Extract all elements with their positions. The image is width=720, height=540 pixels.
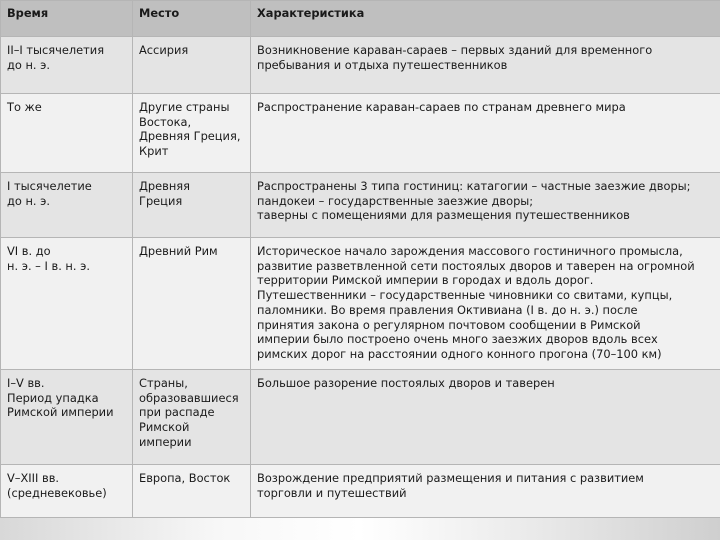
table-row	[1, 94, 720, 173]
cell-place: Европа, Восток	[133, 465, 251, 518]
cell-description: Историческое начало зарождения массового гостиничного промысла, развитие разветвленной сети постоялых дворов и таверен на огромной территории Римской империи в городах и вдоль дорог. Путешественники – государственные чиновники со свитами, купцы, паломники. Во время правления Октивиана (I в. до н. э.) после принятия закона о регулярном почтовом сообщении в Римской империи было построено очень много заезжих дворов вдоль всех римских дорог на расстоянии одного конного прогона (70–100 км)	[251, 238, 720, 370]
cell-description: Распространены 3 типа гостиниц: катагогии – частные заезжие дворы; пандокеи – государственные заезжие дворы; таверны с помещениями для размещения путешественников	[251, 173, 720, 238]
cell-place: Страны, образовавшиеся при распаде Римской империи	[133, 370, 251, 465]
cell-time: II–I тысячелетия до н. э.	[1, 37, 133, 94]
cell-place: Древняя Греция	[133, 173, 251, 238]
table-row	[1, 173, 720, 238]
cell-time: V–XIII вв. (средневековье)	[1, 465, 133, 518]
cell-description: Распространение караван-сараев по странам древнего мира	[251, 94, 720, 173]
cell-description: Большое разорение постоялых дворов и таверен	[251, 370, 720, 465]
cell-time: I тысячелетие до н. э.	[1, 173, 133, 238]
cell-place: Древний Рим	[133, 238, 251, 370]
cell-time: I–V вв. Период упадка Римской империи	[1, 370, 133, 465]
table-header-row	[1, 1, 720, 37]
header-time: Время	[1, 1, 133, 37]
table-row	[1, 370, 720, 465]
cell-description: Возрождение предприятий размещения и питания с развитием торговли и путешествий	[251, 465, 720, 518]
cell-place: Другие страны Востока, Древняя Греция, Крит	[133, 94, 251, 173]
header-description: Характеристика	[251, 1, 720, 37]
table-row	[1, 37, 720, 94]
header-place: Место	[133, 1, 251, 37]
table-row	[1, 238, 720, 370]
cell-time: VI в. до н. э. – I в. н. э.	[1, 238, 133, 370]
cell-place: Ассирия	[133, 37, 251, 94]
cell-time: То же	[1, 94, 133, 173]
cell-description: Возникновение караван-сараев – первых зданий для временного пребывания и отдыха путешественников	[251, 37, 720, 94]
table-row	[1, 465, 720, 518]
